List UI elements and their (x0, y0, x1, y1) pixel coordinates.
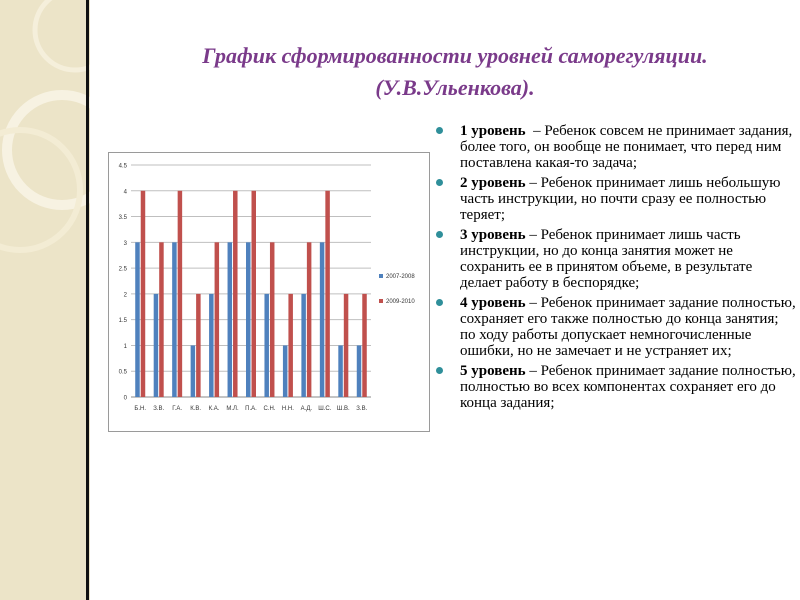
level-description: Ребенок принимает лишь небольшую часть инструкции, но почти сразу ее полностью теряет; (460, 175, 781, 223)
bar-2007-2008 (320, 242, 325, 397)
y-tick-label: 0 (123, 395, 127, 402)
x-tick-label: А.Д. (300, 406, 313, 412)
slide-title-line1: График сформированности уровней саморегуляции. (202, 43, 708, 68)
x-tick-label: Г.А. (172, 406, 183, 412)
slide-title (110, 40, 800, 104)
bar-2007-2008 (338, 345, 343, 397)
level-description: Ребенок принимает лишь часть инструкции, но до конца занятия может не сохранить ее в принятом объеме, в результате делает работу в беспорядке; (460, 227, 753, 291)
slide-title-line2: (У.В.Ульенкова). (375, 75, 535, 100)
level-separator: – (525, 175, 541, 191)
bar-2009-2010 (233, 191, 238, 397)
bar-2009-2010 (270, 242, 275, 397)
decorative-side-band (0, 0, 90, 600)
bar-2009-2010 (159, 242, 164, 397)
y-tick-label: 3 (123, 240, 127, 247)
bullet-icon (436, 299, 443, 306)
y-tick-label: 3.5 (118, 215, 127, 222)
bar-2009-2010 (362, 294, 367, 397)
bar-2009-2010 (307, 242, 312, 397)
level-separator: – (525, 227, 541, 243)
legend-label: 2007-2008 (386, 274, 415, 280)
band-divider (86, 0, 89, 600)
bar-2007-2008 (191, 345, 196, 397)
legend-swatch (379, 274, 383, 278)
bullet-icon (436, 367, 443, 374)
bullet-icon (436, 179, 443, 186)
bar-2007-2008 (246, 242, 251, 397)
bullet-icon (436, 127, 443, 134)
level-label: 3 уровень (460, 227, 526, 243)
bar-2009-2010 (141, 191, 146, 397)
levels-list (434, 123, 796, 415)
x-tick-label: П.А. (245, 406, 257, 412)
legend-swatch (379, 299, 383, 303)
level-description: Ребенок принимает задание полностью, сохраняет его также полностью до конца занятия; по ходу работы допускает немногочисленные ошибки, но не замечает и не устраняет их; (460, 295, 796, 359)
bar-2007-2008 (135, 242, 140, 397)
bar-chart-svg (109, 153, 429, 431)
bar-2007-2008 (154, 294, 159, 397)
bar-2009-2010 (288, 294, 293, 397)
level-item (434, 295, 796, 359)
x-tick-label: Н.Н. (281, 406, 294, 412)
y-tick-label: 4.5 (118, 163, 127, 170)
bar-2007-2008 (209, 294, 214, 397)
bar-2007-2008 (283, 345, 288, 397)
x-tick-label: Ш.С. (318, 406, 332, 412)
bar-2009-2010 (344, 294, 349, 397)
x-tick-label: З.В. (356, 406, 368, 412)
bar-2009-2010 (196, 294, 201, 397)
x-tick-label: М.Л. (226, 406, 239, 412)
level-label: 2 уровень (460, 175, 526, 191)
bar-2007-2008 (264, 294, 269, 397)
level-item (434, 123, 796, 171)
x-tick-label: Ш.В. (336, 406, 350, 412)
bullet-icon (436, 231, 443, 238)
y-tick-label: 4 (123, 189, 127, 196)
x-tick-label: К.А. (208, 406, 220, 412)
level-label: 1 уровень (460, 123, 526, 139)
y-tick-label: 1.5 (118, 318, 127, 325)
level-separator: – (525, 123, 545, 139)
level-item (434, 363, 796, 411)
legend-label: 2009-2010 (386, 299, 415, 305)
bar-2007-2008 (172, 242, 177, 397)
bar-chart (108, 152, 430, 432)
x-tick-label: Б.Н. (134, 406, 147, 412)
bar-2007-2008 (228, 242, 233, 397)
level-label: 5 уровень (460, 363, 526, 379)
bar-2009-2010 (252, 191, 257, 397)
x-tick-label: З.В. (153, 406, 165, 412)
decorative-circles (0, 0, 90, 600)
y-tick-label: 0.5 (118, 369, 127, 376)
bar-2007-2008 (357, 345, 362, 397)
bar-2009-2010 (325, 191, 330, 397)
y-tick-label: 2.5 (118, 266, 127, 273)
bar-2009-2010 (178, 191, 183, 397)
level-label: 4 уровень (460, 295, 526, 311)
y-tick-label: 1 (123, 343, 127, 350)
bar-2007-2008 (301, 294, 306, 397)
bar-2009-2010 (215, 242, 220, 397)
level-item (434, 175, 796, 223)
x-tick-label: С.Н. (263, 406, 276, 412)
level-description: Ребенок совсем не принимает задания, более того, он вообще не понимает, что перед ним поставлена какая-то задача; (460, 123, 793, 171)
level-separator: – (525, 295, 541, 311)
level-separator: – (525, 363, 541, 379)
x-tick-label: К.В. (190, 406, 202, 412)
y-tick-label: 2 (123, 292, 127, 299)
level-description: Ребенок принимает задание полностью, полностью во всех компонентах сохраняет его до конца задания; (460, 363, 796, 411)
level-item (434, 227, 796, 291)
